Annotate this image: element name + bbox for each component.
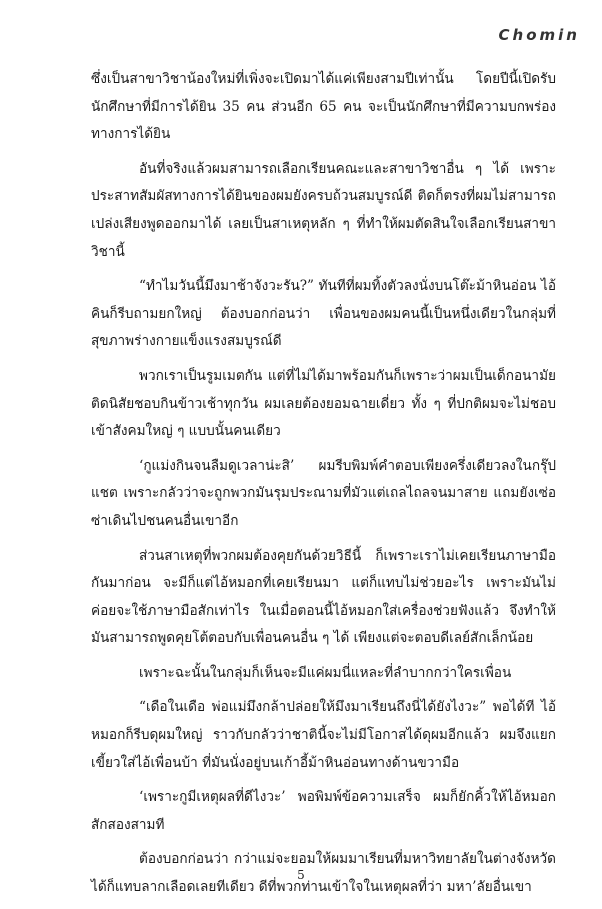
paragraph-5: ‘กูแม่งกินจนลืมดูเวลาน่ะสิ’ ผมรีบพิมพ์คำตอบเพียงครึ่งเดียวลงในกรุ๊ปแชต เพราะกลัวว่าจะถูกพวกมันรุมประณามที่มัวแต่เถลไถลจนมาสาย แถมยังเซ่อซ่าเดินไปชนคนอื่นเขาอีก: [91, 457, 556, 529]
paragraph-2: อันที่จริงแล้วผมสามารถเลือกเรียนคณะและสาขาวิชาอื่น ๆ ได้ เพราะประสาทสัมผัสทางการได้ยินของผมยังครบถ้วนสมบูรณ์ดี ติดก็ตรงที่ผมไม่สามารถเปล่งเสียงพูดออกมาได้ เลยเป็นสาเหตุหลัก ๆ ที่ทำให้ผมตัดสินใจเลือกเรียนสาขาวิชานี้: [91, 160, 556, 260]
paragraph-8: “เดือในเดือ พ่อแม่มึงกล้าปล่อยให้มึงมาเรียนถึงนี่ได้ยังไงวะ” พอได้ที ไอ้หมอกก็รีบดุผมใหญ่ ราวกับกลัวว่าชาตินี้จะไม่มีโอกาสได้ดุผมอีกแล้ว ผมจึงแยกเขี้ยวใส่ไอ้เพื่อนบ้า ที่มันนั่งอยู่บนเก้าอี้ม้าหินอ่อนทางด้านขวามือ: [91, 699, 556, 771]
paragraph-7: เพราะฉะนั้นในกลุ่มก็เห็นจะมีแค่ผมนี่แหละที่ลำบากกว่าใครเพื่อน: [139, 664, 512, 681]
body-text: [91, 66, 556, 909]
paragraph-9: ‘เพราะกูมีเหตุผลที่ดีไงวะ’ พอพิมพ์ข้อความเสร็จ ผมก็ยักคิ้วให้ไอ้หมอกสักสองสามที: [91, 789, 556, 833]
page-number: 5: [297, 868, 305, 882]
paragraph-10: ต้องบอกก่อนว่า กว่าแม่จะยอมให้ผมมาเรียนที่มหาวิทยาลัยในต่างจังหวัด ได้ก็แทบลากเลือดเลยทีเดียว ดีที่พวกท่านเข้าใจในเหตุผลที่ว่า มหา’ลัยอื่นเขา: [91, 851, 556, 896]
header-author-name: Chomin: [498, 26, 580, 44]
paragraph-1: ซึ่งเป็นสาขาวิชาน้องใหม่ที่เพิ่งจะเปิดมาได้แค่เพียงสามปีเท่านั้น โดยปีนี้เปิดรับนักศึกษาที่มีการได้ยิน 35 คน ส่วนอีก 65 คน จะเป็นนักศึกษาที่มีความบกพร่องทางการได้ยิน: [91, 71, 556, 143]
paragraph-6: ส่วนสาเหตุที่พวกผมต้องคุยกันด้วยวิธีนี้ ก็เพราะเราไม่เคยเรียนภาษามือกันมาก่อน จะมีก็แต่ไอ้หมอกที่เคยเรียนมา แต่ก็แทบไม่ช่วยอะไร เพราะมันไม่ค่อยจะใช้ภาษามือสักเท่าไร ในเมื่อตอนนี้ไอ้หมอกใส่เครื่องช่วยฟังแล้ว จึงทำให้มันสามารถพูดคุยโต้ตอบกับเพื่อนคนอื่น ๆ ได้ เพียงแต่จะตอบดีเลย์สักเล็กน้อย: [91, 547, 556, 647]
paragraph-3: “ทำไมวันนี้มึงมาช้าจังวะรัน?” ทันทีที่ผมทิ้งตัวลงนั่งบนโต๊ะม้าหินอ่อน ไอ้คินก็รีบถามยกใหญ่ ต้องบอกก่อนว่า เพื่อนของผมคนนี้เป็นหนึ่งเดียวในกลุ่มที่สุขภาพร่างกายแข็งแรงสมบูรณ์ดี: [91, 278, 556, 350]
paragraph-4: พวกเราเป็นรูมเมตกัน แต่ที่ไม่ได้มาพร้อมกันก็เพราะว่าผมเป็นเด็กอนามัย ติดนิสัยชอบกินข้าวเช้าทุกวัน ผมเลยต้องยอมฉายเดี่ยว ทั้ง ๆ ที่ปกติผมจะไม่ชอบเข้าสังคมใหญ่ ๆ แบบนั้นคนเดียว: [91, 367, 556, 440]
